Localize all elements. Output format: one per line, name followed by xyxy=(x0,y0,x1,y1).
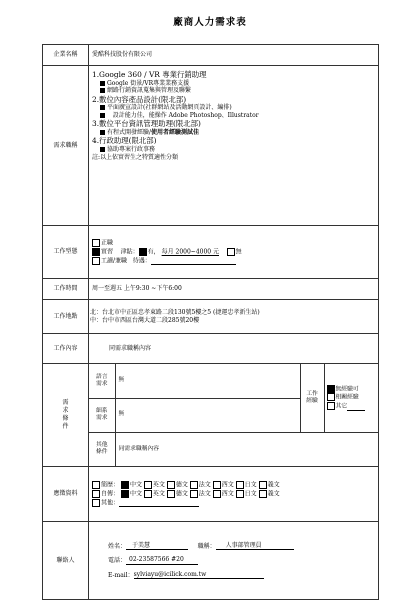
other-docs-row xyxy=(92,499,375,507)
autobio-lang-5-label: 日文 xyxy=(244,490,257,498)
job-3-detail-bold: 使用者經驗測試佳 xyxy=(151,128,200,136)
work-time-value: 周一至週五 上午9:30 ~下午6:00 xyxy=(89,279,379,300)
autobio-label: 自傳： xyxy=(101,490,120,498)
content-row xyxy=(43,334,379,364)
jobs-row xyxy=(43,66,379,226)
pay-label: 待遇： xyxy=(132,257,151,265)
requirement-form-table xyxy=(42,44,379,600)
experience-label: 工作經驗 xyxy=(300,364,324,432)
work-time-row xyxy=(43,279,379,300)
resume-lang-0-label: 中文 xyxy=(129,481,142,489)
exp-other-field[interactable] xyxy=(347,410,365,411)
resume-lang-6-label: 義文 xyxy=(267,481,280,489)
other-docs-field[interactable] xyxy=(119,506,199,507)
resume-lang-2-label: 德文 xyxy=(175,481,188,489)
bullet-icon xyxy=(100,105,105,110)
job-2-detail-1: 平面廣宣設計(社群網站及活動網頁設計、編排) xyxy=(107,104,232,112)
autobio-lang-0-label: 中文 xyxy=(129,490,142,498)
job-2-title: 2.數位內容產品設計(限北部) xyxy=(92,94,187,104)
autobio-lang-6-label: 義文 xyxy=(267,490,280,498)
resume-lang-3-checkbox[interactable] xyxy=(190,481,198,489)
autobio-lang-5-checkbox[interactable] xyxy=(236,490,244,498)
autobio-lang-6-checkbox[interactable] xyxy=(259,490,267,498)
experience-options xyxy=(324,364,378,432)
job-3-title: 3.數位平台資訊管理助理(限北部) xyxy=(92,119,201,129)
content-label: 工作內容 xyxy=(43,334,89,364)
allowance-amount: 每月 2000~4000 元 xyxy=(161,248,219,256)
contact-role-label: 職稱： xyxy=(197,542,216,550)
contact-cell xyxy=(89,522,379,600)
company-name: 愛酷科技股份有限公司 xyxy=(89,45,379,66)
work-type-label: 工作型態 xyxy=(43,226,89,279)
company-label: 企業名稱 xyxy=(43,45,89,66)
work-type-row xyxy=(43,226,379,279)
autobio-lang-3-label: 法文 xyxy=(198,490,211,498)
contact-row xyxy=(43,522,379,600)
contact-phone-field xyxy=(126,556,198,565)
jobs-note: 註:以上依實習生之特質適性分類 xyxy=(92,153,179,161)
autobio-lang-2-label: 德文 xyxy=(175,490,188,498)
work-type-cell xyxy=(89,226,379,279)
contact-email-label: E-mail： xyxy=(108,571,134,579)
bullet-icon xyxy=(100,147,105,152)
location-central: 中：台中市西區台灣大道二段285號20樓 xyxy=(90,316,200,324)
autobio-lang-3-checkbox[interactable] xyxy=(190,490,198,498)
resume-lang-3-label: 法文 xyxy=(198,481,211,489)
jobs-label: 需求職稱 xyxy=(43,66,89,226)
autobio-lang-4-checkbox[interactable] xyxy=(213,490,221,498)
contact-name-label: 姓名： xyxy=(108,542,127,550)
location-north: 北：台北市中正區忠孝東路二段130號5樓之5 (捷運忠孝新生站) xyxy=(90,309,260,316)
language-label: 語言需求 xyxy=(89,364,115,398)
parttime-label: 工讀/兼職 xyxy=(101,257,128,265)
resume-lang-1-checkbox[interactable] xyxy=(144,481,152,489)
other-cond-value: 同需求職稱內容 xyxy=(115,432,378,466)
contact-name: 于美慧 xyxy=(132,541,151,549)
exp-related-checkbox[interactable] xyxy=(327,393,335,401)
resume-lang-0-checkbox[interactable] xyxy=(121,481,129,489)
resume-row xyxy=(92,481,375,489)
job-2-detail-2: 設計能力佳，能操作 Adobe Photoshop、Illustrator xyxy=(112,111,259,119)
autobio-checkbox[interactable] xyxy=(92,490,100,498)
job-1-detail-2: 網路行銷資訊蒐集與管理及聯繫 xyxy=(107,87,192,95)
company-row xyxy=(43,45,379,66)
resume-lang-4-checkbox[interactable] xyxy=(213,481,221,489)
allowance-label: 津貼： xyxy=(120,248,139,256)
location-cell xyxy=(89,300,379,334)
resume-checkbox[interactable] xyxy=(92,481,100,489)
intern-checkbox[interactable] xyxy=(92,248,100,256)
language-value: 無 xyxy=(115,364,300,398)
job-1-title: 1.Google 360 / VR 專業行銷助理 xyxy=(92,70,207,79)
parttime-checkbox[interactable] xyxy=(92,257,100,265)
bullet-icon xyxy=(100,88,105,93)
content-value: 同需求職稱內容 xyxy=(89,334,379,364)
resume-lang-2-checkbox[interactable] xyxy=(167,481,175,489)
apply-label: 應徵資料 xyxy=(43,467,89,522)
allowance-yes-checkbox[interactable] xyxy=(139,248,147,256)
contact-name-field xyxy=(126,542,188,551)
page-title: 廠商人力需求表 xyxy=(173,17,247,28)
resume-lang-4-label: 西文 xyxy=(221,481,234,489)
allowance-no-checkbox[interactable] xyxy=(227,248,235,256)
resume-label: 簡歷： xyxy=(101,481,120,489)
contact-phone: 02-23587566 #20 xyxy=(129,556,184,564)
requirements-inner-table xyxy=(89,364,378,466)
other-docs-checkbox[interactable] xyxy=(92,499,100,507)
other-cond-label: 其他條件 xyxy=(89,432,115,466)
bullet-icon xyxy=(100,81,105,86)
job-4-title: 4.行政助理(限北部) xyxy=(92,136,157,146)
bullet-icon xyxy=(100,113,105,118)
autobio-row xyxy=(92,490,375,498)
resume-lang-6-checkbox[interactable] xyxy=(259,481,267,489)
exp-other-checkbox[interactable] xyxy=(327,402,335,410)
job-3-detail-prefix: 有程式開發經驗/ xyxy=(107,128,152,136)
autobio-lang-4-label: 西文 xyxy=(221,490,234,498)
location-row xyxy=(43,300,379,334)
exp-related-label: 相關經驗 xyxy=(335,394,359,401)
contact-phone-label: 電話： xyxy=(108,557,127,565)
bullet-icon xyxy=(100,130,105,135)
autobio-lang-2-checkbox[interactable] xyxy=(167,490,175,498)
exp-none-checkbox[interactable] xyxy=(327,385,335,393)
jobs-cell xyxy=(89,66,379,226)
exp-other-label: 其它 xyxy=(335,403,348,410)
contact-role-field xyxy=(216,542,294,551)
resume-lang-5-checkbox[interactable] xyxy=(236,481,244,489)
autobio-lang-0-checkbox[interactable] xyxy=(121,490,129,498)
fulltime-checkbox[interactable] xyxy=(92,239,100,247)
dept-value: 無 xyxy=(115,398,300,432)
allowance-no-label: 無 xyxy=(235,248,242,256)
resume-lang-1-label: 英文 xyxy=(152,481,165,489)
resume-lang-5-label: 日文 xyxy=(244,481,257,489)
apply-cell xyxy=(89,467,379,522)
requirements-label: 需求條件 xyxy=(43,364,89,467)
other-docs-label: 其他： xyxy=(101,499,120,507)
contact-email-field xyxy=(134,571,264,580)
job-4-detail-1: 協助專案行政事務 xyxy=(107,146,156,153)
contact-email: sylviayu@icilick.com.tw xyxy=(133,570,207,578)
apply-row xyxy=(43,467,379,522)
fulltime-label: 正職 xyxy=(101,239,114,247)
contact-label: 聯絡人 xyxy=(43,522,89,600)
contact-role: 人事部管理員 xyxy=(225,541,262,549)
autobio-lang-1-label: 英文 xyxy=(152,490,165,498)
exp-none-label: 無經驗可 xyxy=(335,386,359,393)
requirements-row xyxy=(43,364,379,467)
allowance-yes-label: 有， xyxy=(147,248,160,256)
autobio-lang-1-checkbox[interactable] xyxy=(144,490,152,498)
dept-label: 細系需求 xyxy=(89,398,115,432)
work-time-label: 工作時間 xyxy=(43,279,89,300)
pay-field[interactable] xyxy=(151,264,236,265)
requirements-cell xyxy=(89,364,379,467)
location-label: 工作地點 xyxy=(43,300,89,334)
intern-label: 實習 xyxy=(101,248,114,256)
job-1-detail-1: Google 街景/VR專業業務支援 xyxy=(107,79,190,87)
